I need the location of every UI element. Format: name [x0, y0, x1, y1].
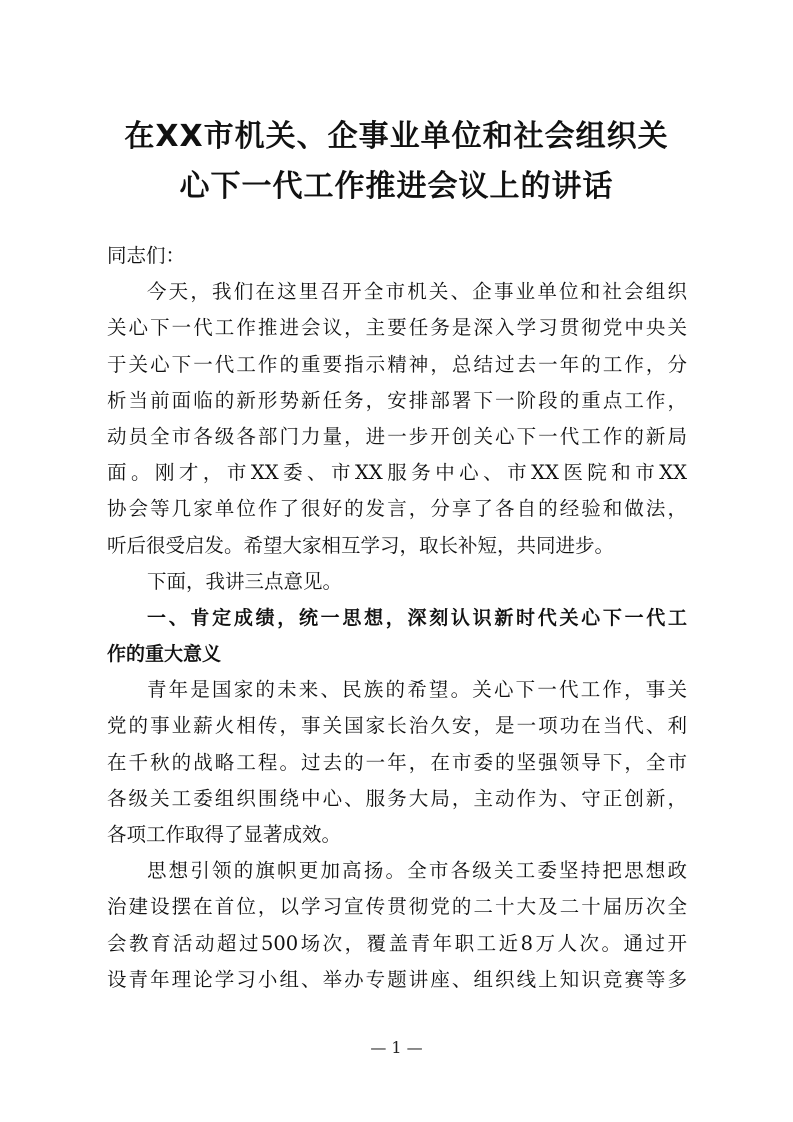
- paragraph-line: 会教育活动超过500场次，覆盖青年职工近8万人次。通过开: [107, 931, 687, 955]
- paragraph-line: 协会等几家单位作了很好的发言，分享了各自的经验和做法，: [107, 497, 687, 521]
- section-heading: 一、肯定成绩，统一思想，深刻认识新时代关心下一代工: [147, 606, 687, 629]
- paragraph-line: 面。刚才，市XX委、市XX服务中心、市XX医院和市XX: [107, 461, 687, 485]
- salutation: 同志们：: [107, 244, 186, 267]
- page-number: — 1 —: [370, 1038, 423, 1057]
- paragraph-line: 各级关工委组织围绕中心、服务大局，主动作为、守正创新，: [107, 786, 687, 810]
- paragraph-line: 党的事业薪火相传，事关国家长治久安，是一项功在当代、利: [107, 714, 687, 738]
- paragraph-line: 在千秋的战略工程。过去的一年，在市委的坚强领导下，全市: [107, 750, 687, 774]
- paragraph-line: 今天，我们在这里召开全市机关、企事业单位和社会组织: [147, 280, 687, 304]
- paragraph-line: 关心下一代工作推进会议，主要任务是深入学习贯彻党中央关: [107, 316, 687, 340]
- paragraph-line: 设青年理论学习小组、举办专题讲座、组织线上知识竞赛等多: [107, 967, 687, 991]
- document-body: [107, 238, 687, 998]
- title-line: 在XX市机关、企事业单位和社会组织关: [124, 119, 669, 154]
- paragraph-line: 治建设摆在首位，以学习宣传贯彻党的二十大及二十届历次全: [107, 895, 687, 919]
- section-heading: 作的重大意义: [107, 643, 222, 666]
- paragraph-line: 思想引领的旗帜更加高扬。全市各级关工委坚持把思想政: [147, 859, 687, 883]
- paragraph-line: 听后很受启发。希望大家相互学习，取长补短，共同进步。: [107, 533, 615, 557]
- title-line: 心下一代工作推进会议上的讲话: [179, 169, 614, 204]
- paragraph-line: 青年是国家的未来、民族的希望。关心下一代工作，事关: [147, 678, 687, 702]
- paragraph-line: 析当前面临的新形势新任务，安排部署下一阶段的重点工作，: [107, 388, 687, 412]
- paragraph-line: 各项工作取得了显著成效。: [107, 823, 342, 846]
- paragraph-line: 动员全市各级各部门力量，进一步开创关心下一代工作的新局: [107, 424, 687, 448]
- paragraph-line: 下面，我讲三点意见。: [147, 569, 343, 593]
- paragraph-line: 于关心下一代工作的重要指示精神，总结过去一年的工作，分: [107, 352, 687, 376]
- document-title: [96, 112, 697, 212]
